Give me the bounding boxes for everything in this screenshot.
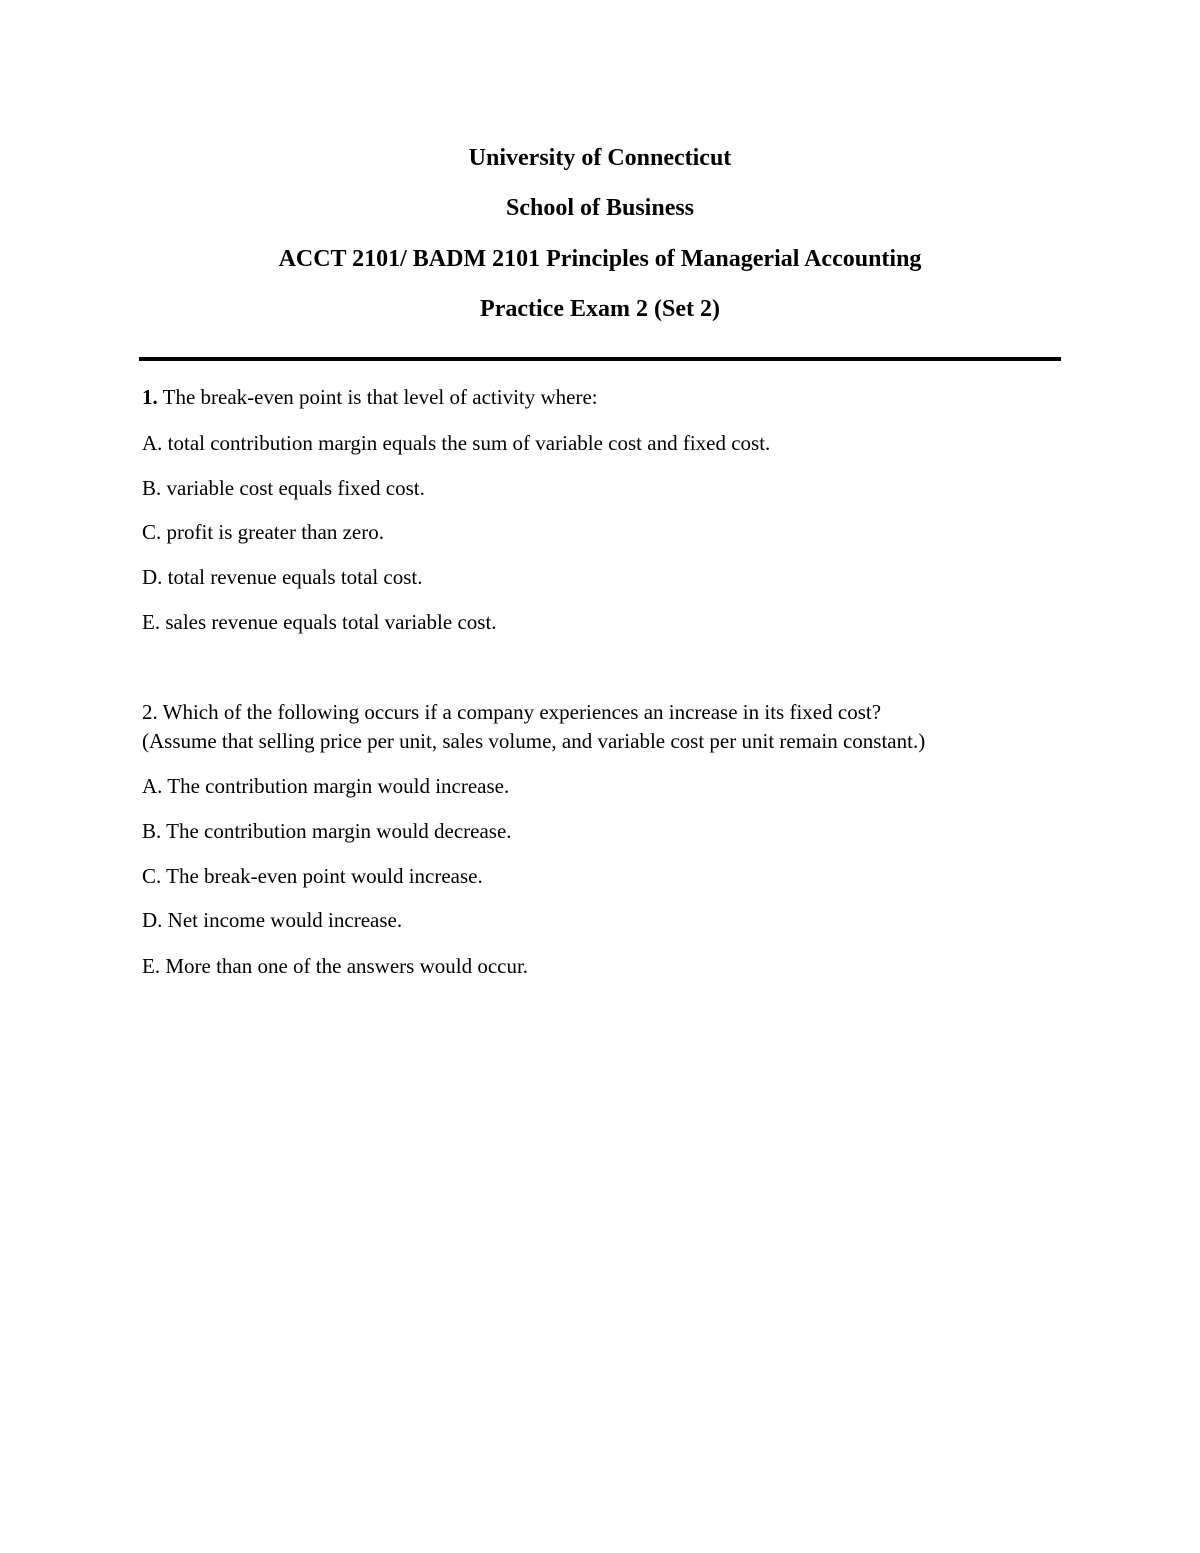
question-2-option-c: C. The break-even point would increase. [142, 864, 483, 888]
question-1-number: 1. [142, 385, 158, 409]
question-1-option-e: E. sales revenue equals total variable cost. [142, 610, 497, 634]
question-1-option-d: D. total revenue equals total cost. [142, 565, 423, 589]
question-2-text-line2: (Assume that selling price per unit, sales volume, and variable cost per unit remain constant.) [142, 729, 926, 753]
question-2 [142, 698, 881, 726]
question-2-option-d: D. Net income would increase. [142, 908, 403, 932]
question-1-option-b: B. variable cost equals fixed cost. [142, 476, 425, 500]
question-1-option-c: C. profit is greater than zero. [142, 520, 384, 544]
header-divider [139, 357, 1061, 361]
question-2-option-a: A. The contribution margin would increase. [142, 774, 510, 798]
question-2-option-e: E. More than one of the answers would occur. [142, 954, 529, 978]
question-1-option-a: A. total contribution margin equals the sum of variable cost and fixed cost. [142, 431, 771, 455]
question-2-text-line1: Which of the following occurs if a company experiences an increase in its fixed cost? [162, 700, 882, 724]
question-2-option-b: B. The contribution margin would decrease. [142, 819, 512, 843]
question-1 [142, 383, 598, 411]
exam-title: Practice Exam 2 (Set 2) [480, 296, 720, 322]
university-title: University of Connecticut [468, 145, 732, 171]
question-1-text: The break-even point is that level of activity where: [162, 385, 598, 409]
course-title: ACCT 2101/ BADM 2101 Principles of Managerial Accounting [278, 246, 922, 272]
school-title: School of Business [505, 195, 695, 221]
question-2-number: 2. [142, 700, 158, 724]
